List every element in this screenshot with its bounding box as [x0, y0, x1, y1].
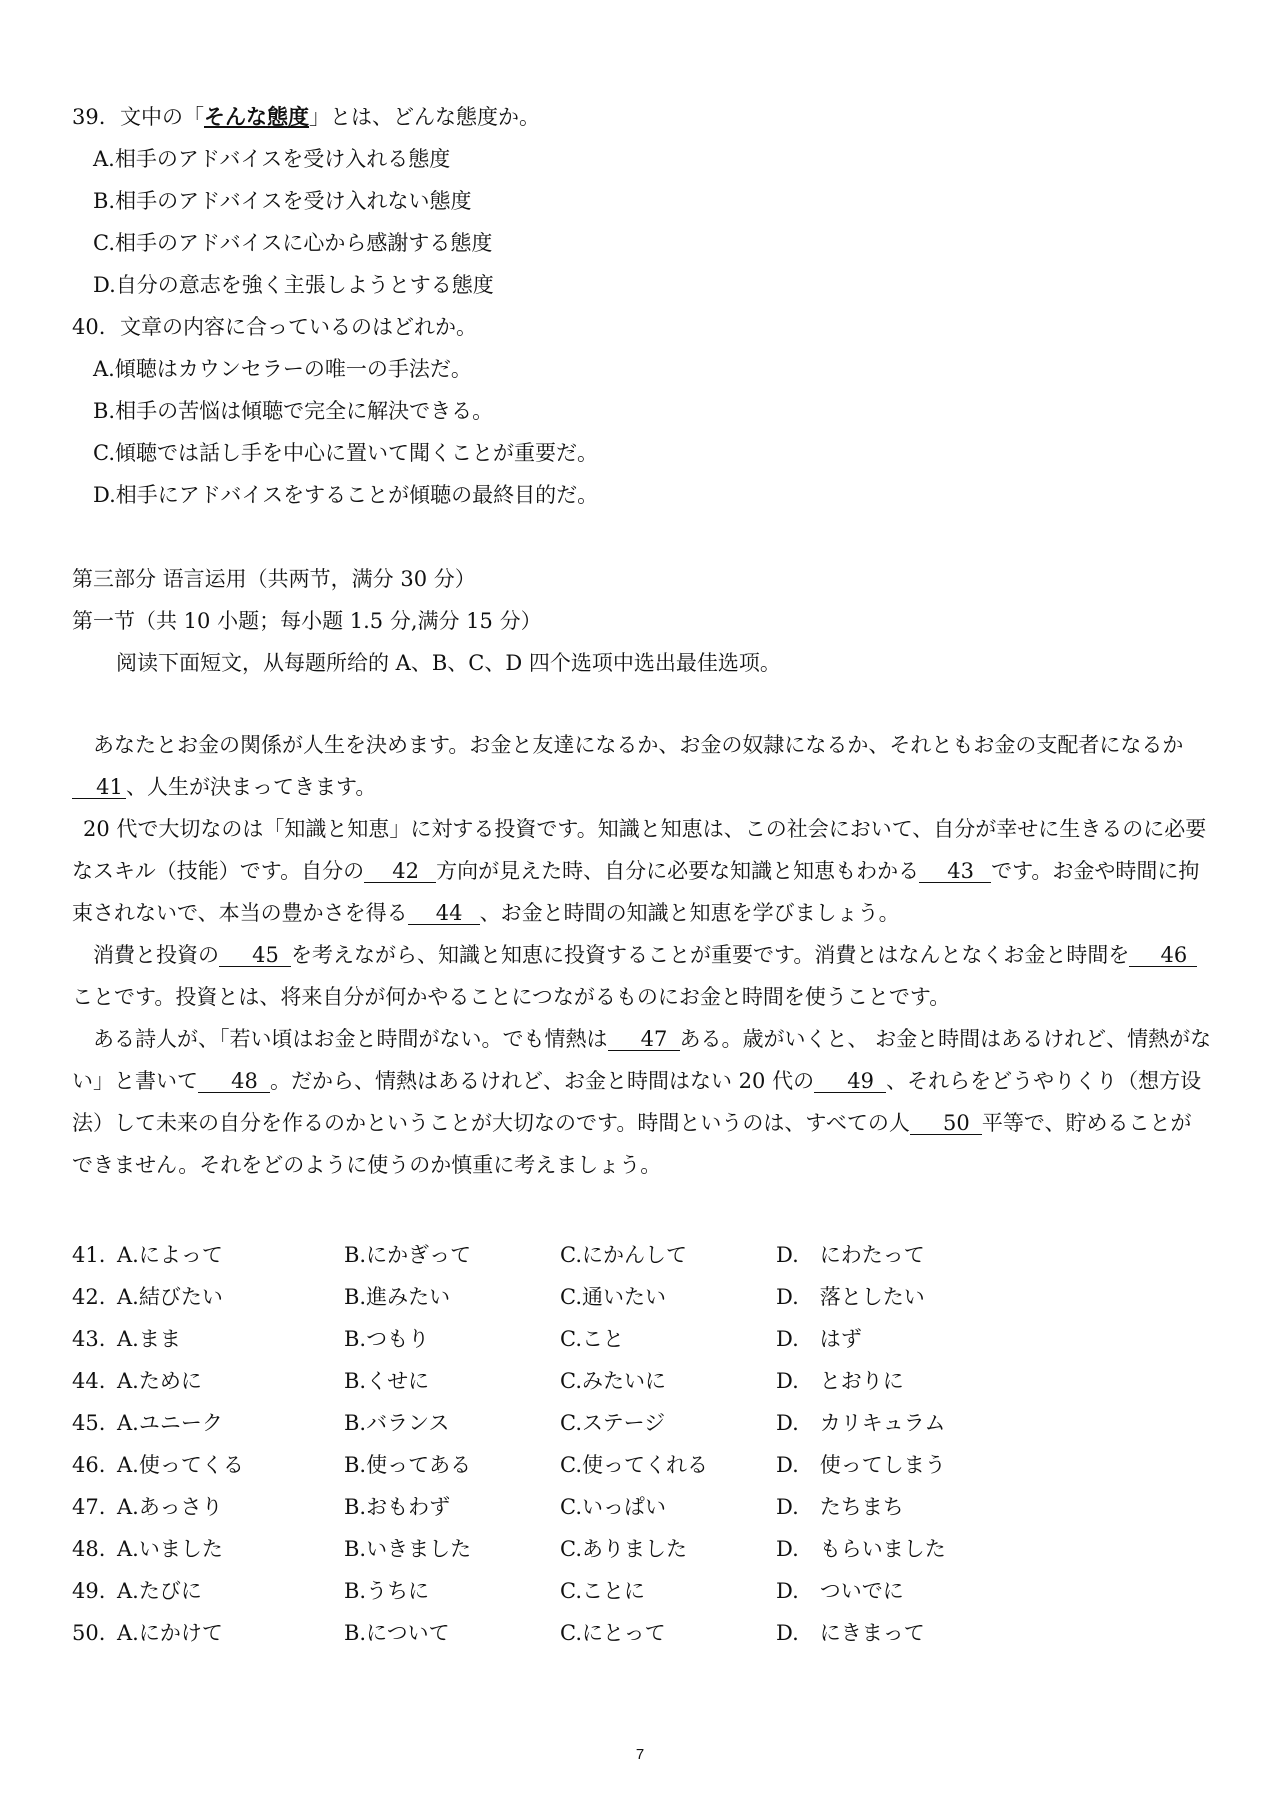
exam-page: 39. 文中の「そんな態度」とは、どんな態度か。 A.相手のアドバイスを受け入れる態度 B.相手のアドバイスを受け入れない態度 C.相手のアドバイスに心から感謝する態度 D.自分の意志を強く主張しようとする態度 40. 文章の内容に合っているのはどれか。 A.傾聴はカウンセラーの唯一の手法だ。 B.相手の苦悩は傾聴で完全に解決できる。 C.傾聴では話し手を中心に置いて聞くことが重要だ。 D.相手にアドバイスをすることが傾聴の最終目的だ。 第三部分 语言运用（共两节，满分 30 分） 第一节（共 10 小题；每小题 1.5 分,满分 15 分） 阅读下面短文，从每题所给的 A、B、C、D 四个选项中选出最佳选项。 あなたとお金の関係が人生を決めます。お金と友達になるか、お金の奴隷になるか、それともお金の支配者になるか41 、人生が決まってきます。 20 代で大切なのは「知識と知恵」に対する投資です。知識と知恵は、この社会において、自分が幸せに生きるのに必要なスキル（技能）です。自分の 42 方向が見えた時、自分に必要な知識と知恵もわかる 43 です。お金や時間に拘束されないで、本当の豊かさを得る 44 、お金と時間の知識と知恵を学びましょう。 消費と投資の 45 を考えながら、知識と知恵に投資することが重要です。消費とはなんとなくお金と時間を 46ことです。投資とは、将来自分が何かやることにつながるものにお金と時間を使うことです。 ある詩人が、「若い頃はお金と時間がない。でも情熱は 47 ある。歳がいくと、 お金と時間はあるけれど、情熱がない」と書いて 48 。だから、情熱はあるけれど、お金と時間はない 20 代の 49 、それらをどうやりくり（想方设法）して未来の自分を作るのかということが大切なのです。時間というのは、すべての人 50 平等で、貯めることができません。それをどのように使うのか慎重に考えましょう。 41. A.によって B.にかぎって C.にかんして D. にわたって 42. A.結びたい B.進みたい C.通いたい D. 落としたい 43. A.まま B.つもり C.こと D. はず 44. A.ために B.くせに C.みたいに D. とおりに 45. A.ユニーク B.バランス C.ステージ D. カリキュラム 46. A.使ってくる B.使ってある C.使ってくれる D. 使ってしまう 47. A.あっさり B.おもわず C.いっぱい D. たちまち 48. A.いました B.いきました C.ありました D. もらいました 49. A.たびに B.うちに C.ことに D. ついでに 50. A.にかけて B.について C.にとって D. にきまって 7 [0, 0, 1280, 1810]
option-40-a: A.傾聴はカウンセラーの唯一の手法だ。 [93, 357, 472, 381]
question-39 [72, 102, 540, 132]
passage [72, 724, 1212, 1186]
section-instruction: 阅读下面短文，从每题所给的 A、B、C、D 四个选项中选出最佳选项。 [116, 651, 781, 675]
question-text-post: 」とは、どんな態度か。 [309, 105, 540, 129]
question-number: 39. [72, 105, 106, 129]
question-number: 40. [72, 315, 106, 339]
option-39-b: B.相手のアドバイスを受け入れない態度 [93, 189, 472, 213]
option-40-c: C.傾聴では話し手を中心に置いて聞くことが重要だ。 [93, 441, 598, 465]
passage-paragraph: ある詩人が、「若い頃はお金と時間がない。でも情熱は 47 ある。歳がいくと、 お金と時間はあるけれど、情熱がない」と書いて 48 。だから、情熱はあるけれど、お金と時間はない 20 代の 49 、それらをどうやりくり（想方设法）して未来の自分を作るのかということが大切なのです。時間というのは、すべての人 50 平等で、貯めることができません。それをどのように使うのか慎重に考えましょう。 [72, 1027, 1212, 1177]
blank-47: 47 [608, 1028, 680, 1051]
section-heading: 第三部分 语言运用（共两节，满分 30 分） [72, 567, 476, 591]
subsection-heading: 第一节（共 10 小题；每小题 1.5 分,满分 15 分） [72, 609, 542, 633]
blank-48: 48 [198, 1070, 270, 1093]
option-40-d: D.相手にアドバイスをすることが傾聴の最終目的だ。 [93, 483, 599, 507]
blank-50: 50 [910, 1112, 982, 1135]
blank-45: 45 [219, 944, 291, 967]
option-40-b: B.相手の苦悩は傾聴で完全に解決できる。 [93, 399, 494, 423]
question-emphasis: そんな態度 [204, 104, 309, 129]
page-number: 7 [635, 1746, 645, 1763]
passage-paragraph: 20 代で大切なのは「知識と知恵」に対する投資です。知識と知恵は、この社会において、自分が幸せに生きるのに必要なスキル（技能）です。自分の 42 方向が見えた時、自分に必要な知識と知恵もわかる 43 です。お金や時間に拘束されないで、本当の豊かさを得る 44 、お金と時間の知識と知恵を学びましょう。 [72, 817, 1207, 925]
blank-41: 41 [72, 776, 126, 799]
question-40 [72, 312, 477, 342]
blank-44: 44 [408, 902, 480, 925]
option-39-d: D.自分の意志を強く主張しようとする態度 [93, 273, 494, 297]
passage-paragraph: 消費と投資の 45 を考えながら、知識と知恵に投資することが重要です。消費とはなんとなくお金と時間を 46ことです。投資とは、将来自分が何かやることにつながるものにお金と時間を使うことです。 [72, 934, 1212, 1018]
question-text: 文章の内容に合っているのはどれか。 [120, 315, 477, 339]
blank-43: 43 [919, 860, 991, 883]
question-text-pre: 文中の「 [120, 105, 204, 129]
option-39-a: A.相手のアドバイスを受け入れる態度 [93, 147, 451, 171]
option-39-c: C.相手のアドバイスに心から感謝する態度 [93, 231, 493, 255]
passage-paragraph: あなたとお金の関係が人生を決めます。お金と友達になるか、お金の奴隷になるか、それともお金の支配者になるか41 、人生が決まってきます。 [72, 724, 1212, 808]
blank-46: 46 [1129, 944, 1197, 967]
blank-42: 42 [364, 860, 436, 883]
blank-49: 49 [814, 1070, 886, 1093]
